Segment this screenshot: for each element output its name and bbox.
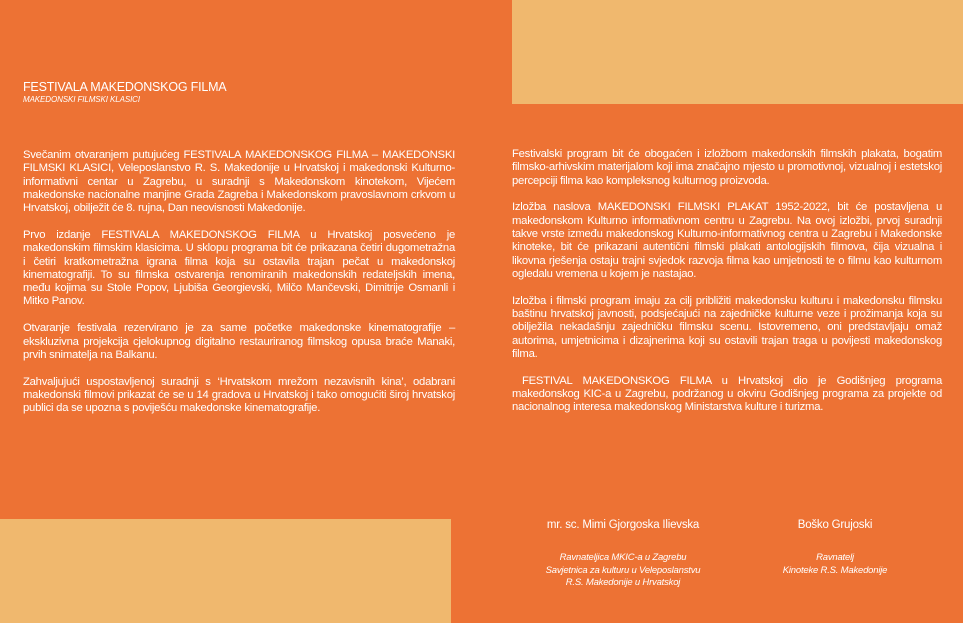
accent-block-top-right — [512, 0, 963, 104]
paragraph: Izložba i filmski program imaju za cilj približiti makedonsku kulturu i makedonsku filmsku baštinu hrvatskoj javnosti, podsjećajući na zajedničke kulturne veze i prožimanja koja su obilježila nekadašnju zajedničku filmsku scenu. Istovremeno, oni predstavljaju omaž autorima, umjetnicima i dizajnerima koji su ostavili trajan traga u povijesti makedonskog filma. — [512, 294, 942, 360]
signature-role-line: Kinoteke R.S. Makedonije — [782, 564, 888, 576]
festival-subtitle: MAKEDONSKI FILMSKI KLASICI — [23, 95, 140, 104]
festival-title: FESTIVALA MAKEDONSKOG FILMA — [23, 80, 227, 94]
signature-role-line: Savjetnica za kulturu u Veleposlanstvu — [545, 564, 701, 576]
left-column — [23, 149, 455, 429]
paragraph: Izložba naslova MAKEDONSKI FILMSKI PLAKAT 1952-2022, bit će postavljena u makedonskom Kulturno informativnom centru u Zagrebu. Na ovoj izložbi, prvoj suradnji takve vrste između makedonskog Kulturno-informativnog centra u Zagrebu i Makedonske kinoteke, bit će prikazani autentični filmski plakati antologijskih filmova, čija vizualna i likovna rješenja ostaju trajni svjedok razvoja filma kao umjetnosti te o filmu kao kulturnom ogledalu vremena u kojem je nastajao. — [512, 201, 942, 280]
paragraph: FESTIVAL MAKEDONSKOG FILMA u Hrvatskoj dio je Godišnjeg programa makedonskog KIC-a u Zagrebu, podržanog u okviru Godišnjeg programa za projekte od nacionalnog interesa makedonskog Ministarstva kulture i turizma. — [512, 374, 942, 414]
paragraph: Otvaranje festivala rezervirano je za same početke makedonske kinematografije – ekskluzivna projekcija cjelokupnog digitalno restauriranog filmskog opusa braće Manaki, prvih snimatelja na Balkanu. — [23, 322, 455, 361]
right-column — [512, 148, 942, 428]
signature-role — [740, 552, 930, 577]
paragraph: Svečanim otvaranjem putujućeg FESTIVALA MAKEDONSKOG FILMA – MAKEDONSKI FILMSKI KLASICI, Veleposlanstvo R. S. Makedonije u Hrvatskoj i makedonski Kulturno-informativni centar u Zagrebu, u suradnji s Makedonskom kinotekom, Vijećem makedonske nacionalne manjine Grada Zagreba i Makedonskom pravoslavnom crkvom u Hrvatskoj, obilježit će 8. rujna, Dan neovisnosti Makedonije. — [23, 149, 455, 215]
signature-role-line: R.S. Makedonije u Hrvatskoj — [565, 577, 681, 588]
signature-director-kinoteka — [740, 518, 930, 577]
paragraph: Zahvaljujući uspostavljenoj suradnji s ‘Hrvatskom mrežom nezavisnih kina’, odabrani makedonski filmovi prikazat će se u 14 gradova u Hrvatskoj i tako omogućiti široj hrvatskoj publici da se upozna s poviješću makedonske kinematografije. — [23, 375, 455, 415]
accent-block-bottom-left — [0, 519, 451, 623]
signature-role-line: Ravnatelj — [816, 552, 854, 563]
header — [23, 80, 453, 106]
signature-name: mr. sc. Mimi Gjorgoska Ilievska — [546, 519, 700, 531]
paragraph: Festivalski program bit će obogaćen i izložbom makedonskih filmskih plakata, bogatim filmsko-arhivskim materijalom koji ima značajno mjesto u promotivnoj, vizualnoj i estetskoj percepciji filma kao kompleksnog kulturnog proizvoda. — [512, 148, 942, 187]
paragraph: Prvo izdanje FESTIVALA MAKEDONSKOG FILMA u Hrvatskoj posvećeno je makedonskim filmskim klasicima. U sklopu programa bit će prikazana četiri dugometražna i četiri kratkometražna igrana filma koja su ostavila trajan pečat u makedonskoj kinematografiji. To su filmska ostvarenja renomiranih makedonskih redateljskih imena, među kojima su Stole Popov, Ljubiša Georgievski, Milčo Mančevski, Dimitrije Osmanli i Mitko Panov. — [23, 228, 455, 308]
signature-director-mkic — [512, 518, 734, 590]
signature-role-line: Ravnateljica MKIC-a u Zagrebu — [559, 552, 687, 563]
signature-role — [512, 552, 734, 590]
signature-name: Boško Grujoski — [797, 519, 873, 531]
